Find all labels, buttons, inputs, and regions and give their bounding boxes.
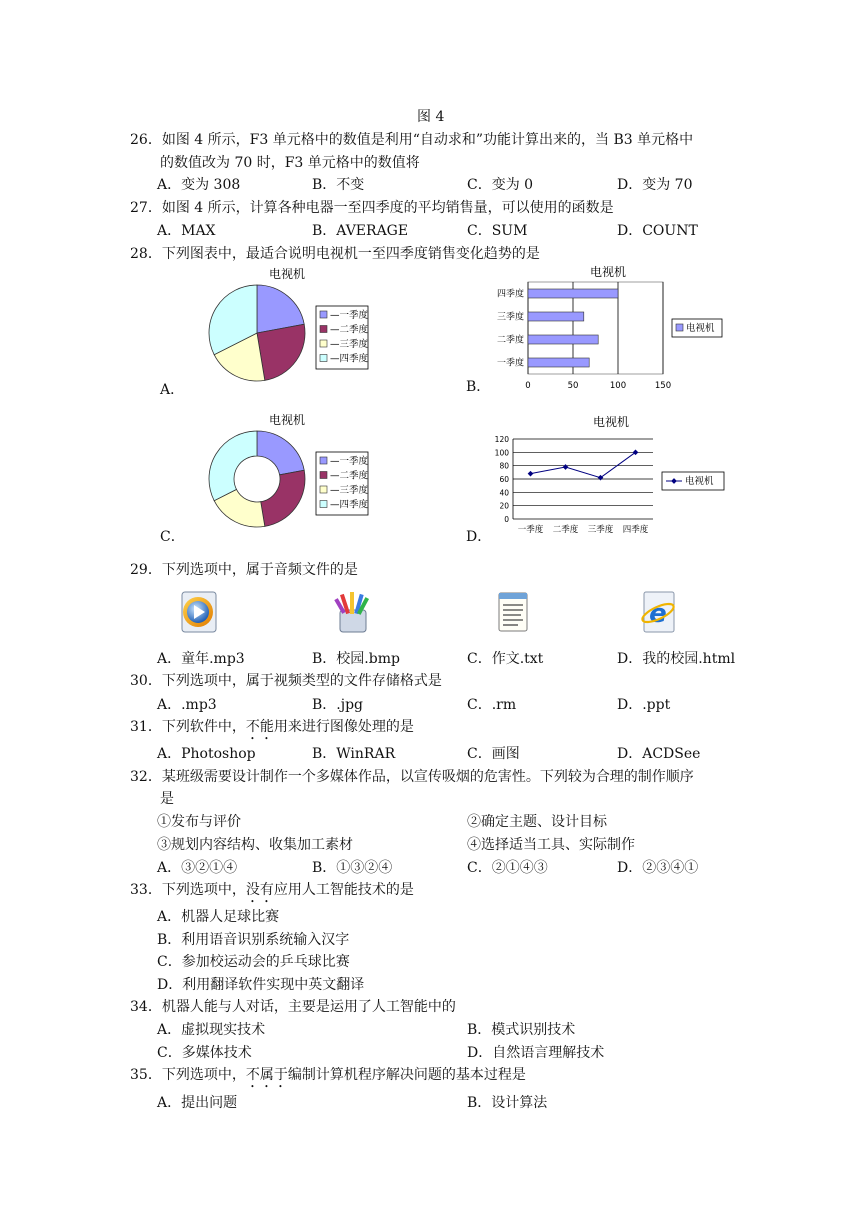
q32-step-1: ①发布与评价 <box>157 814 241 830</box>
doughnut-slice <box>257 431 304 475</box>
pie-chart <box>195 262 375 392</box>
legend-label: —三季度 <box>330 339 369 350</box>
q31-emphasis: 不能 <box>245 719 274 735</box>
q34-option-a: A．虚拟现实技术 <box>157 1022 266 1038</box>
x-tick-label: 0 <box>525 381 531 391</box>
internet-explorer-icon <box>634 588 682 636</box>
q34-option-b: B．模式识别技术 <box>467 1022 576 1038</box>
legend-swatch <box>320 501 327 508</box>
q30-option-a: A．.mp3 <box>157 697 217 713</box>
q32-option-a: A．③②①④ <box>157 860 238 876</box>
media-player-icon <box>176 588 224 636</box>
q35-option-a: A．提出问题 <box>157 1095 238 1111</box>
series-line <box>531 452 636 477</box>
bar-chart <box>478 262 728 392</box>
q31-option-a: A．Photoshop <box>157 746 256 762</box>
doughnut-slice <box>261 470 305 526</box>
q32-option-b: B．①③②④ <box>312 860 393 876</box>
legend-label: —四季度 <box>330 499 369 511</box>
data-point <box>563 464 569 470</box>
legend-swatch <box>320 472 327 479</box>
q27-option-b: B．AVERAGE <box>312 223 409 239</box>
q33-option-a: A．机器人足球比赛 <box>157 909 280 925</box>
legend-swatch <box>320 311 327 318</box>
pie-slice <box>257 324 305 380</box>
q26-option-c: C．变为 0 <box>467 177 534 193</box>
y-tick-label: 100 <box>494 448 509 458</box>
q30-stem: 30．下列选项中，属于视频类型的文件存储格式是 <box>130 673 442 689</box>
chart-title: 电视机 <box>268 413 306 427</box>
legend-swatch <box>320 355 327 362</box>
q27-option-d: D．COUNT <box>617 223 698 239</box>
legend-swatch <box>320 326 327 333</box>
q27-stem: 27．如图 4 所示，计算各种电器一至四季度的平均销售量，可以使用的函数是 <box>130 200 614 216</box>
q35-stem: 35．下列选项中，不属于编制计算机程序解决问题的基本过程是 <box>130 1067 526 1083</box>
q29-option-d: D．我的校园.html <box>617 651 736 667</box>
paint-brushes-icon <box>330 588 378 636</box>
x-tick-label: 50 <box>567 381 579 391</box>
notepad-icon <box>490 588 538 636</box>
y-tick-label: 四季度 <box>496 289 524 300</box>
q30-option-c: C．.rm <box>467 697 517 713</box>
q26-stem-line2: 的数值改为 70 时，F3 单元格中的数值将 <box>160 155 420 171</box>
q29-stem: 29．下列选项中，属于音频文件的是 <box>130 562 358 578</box>
q28-option-b: B． <box>466 379 491 395</box>
chart-title: 电视机 <box>589 265 627 279</box>
line-chart <box>478 412 738 542</box>
q26-option-d: D．变为 70 <box>617 177 693 193</box>
svg-text:e: e <box>649 599 667 629</box>
q34-option-d: D．自然语言理解技术 <box>467 1045 605 1061</box>
q26-option-b: B．不变 <box>312 177 365 193</box>
q32-option-d: D．②③④① <box>617 860 699 876</box>
figure-caption: 图 4 <box>417 109 445 125</box>
chart-title: 电视机 <box>268 267 306 281</box>
q33-option-c: C．参加校运动会的乒乓球比赛 <box>157 954 350 970</box>
q29-option-b: B．校园.bmp <box>312 651 400 667</box>
legend-swatch <box>320 457 327 464</box>
doughnut-slice <box>209 431 257 501</box>
q31-option-d: D．ACDSee <box>617 746 701 762</box>
q26-stem-line1: 26．如图 4 所示，F3 单元格中的数值是利用“自动求和”功能计算出来的，当 B3 单元格中 <box>130 132 694 148</box>
q31-option-b: B．WinRAR <box>312 746 396 762</box>
q28-option-c: C． <box>160 529 185 545</box>
legend-label: 电视机 <box>685 476 714 487</box>
q32-step-3: ③规划内容结构、收集加工素材 <box>157 837 353 853</box>
x-tick-label: 四季度 <box>622 525 649 535</box>
q33-option-d: D．利用翻译软件实现中英文翻译 <box>157 977 365 993</box>
q27-option-a: A．MAX <box>157 223 216 239</box>
legend-label: —二季度 <box>330 470 369 482</box>
y-tick-label: 60 <box>499 475 509 484</box>
y-tick-label: 一季度 <box>496 358 524 369</box>
q34-stem: 34．机器人能与人对话，主要是运用了人工智能中的 <box>130 999 456 1015</box>
q30-option-d: D．.ppt <box>617 697 671 713</box>
bar <box>528 335 598 344</box>
y-tick-label: 120 <box>494 435 509 444</box>
q31-option-c: C．画图 <box>467 746 520 762</box>
q35-emphasis: 不属于 <box>245 1067 288 1083</box>
y-tick-label: 二季度 <box>496 335 524 346</box>
q32-step-4: ④选择适当工具、实际制作 <box>467 837 635 853</box>
x-tick-label: 一季度 <box>517 525 544 535</box>
bar <box>528 358 589 367</box>
q30-option-b: B．.jpg <box>312 697 364 713</box>
y-tick-label: 40 <box>499 488 509 498</box>
legend-label: —四季度 <box>330 353 369 365</box>
q29-option-c: C．作文.txt <box>467 651 544 667</box>
q35-option-b: B．设计算法 <box>467 1095 548 1111</box>
data-point <box>528 471 534 477</box>
bar <box>528 312 584 321</box>
legend-swatch <box>320 486 327 493</box>
x-tick-label: 100 <box>609 381 627 391</box>
legend-swatch <box>676 324 683 331</box>
q27-option-c: C．SUM <box>467 223 528 239</box>
q28-option-d: D． <box>466 529 492 545</box>
chart-title: 电视机 <box>592 415 630 429</box>
q32-stem-line2: 是 <box>160 791 174 807</box>
legend-label: —一季度 <box>330 456 369 467</box>
legend-label: 电视机 <box>686 323 715 334</box>
x-tick-label: 三季度 <box>587 525 614 535</box>
bar <box>528 289 618 298</box>
x-tick-label: 150 <box>654 381 672 391</box>
q33-emphasis: 没有 <box>245 882 274 898</box>
x-tick-label: 二季度 <box>552 525 579 535</box>
y-tick-label: 20 <box>499 501 509 511</box>
legend-label: —一季度 <box>330 310 369 321</box>
legend-label: —三季度 <box>330 485 369 496</box>
q33-option-b: B．利用语音识别系统输入汉字 <box>157 932 350 948</box>
doughnut-chart <box>195 408 375 538</box>
q33-stem: 33．下列选项中，没有应用人工智能技术的是 <box>130 882 414 898</box>
q29-option-a: A．童年.mp3 <box>157 651 245 667</box>
y-tick-label: 80 <box>499 461 509 471</box>
q31-stem: 31．下列软件中，不能用来进行图像处理的是 <box>130 719 414 735</box>
q28-stem: 28．下列图表中，最适合说明电视机一至四季度销售变化趋势的是 <box>130 246 540 262</box>
legend-swatch <box>320 340 327 347</box>
q34-option-c: C．多媒体技术 <box>157 1045 252 1061</box>
q32-step-2: ②确定主题、设计目标 <box>467 814 607 830</box>
legend-label: —二季度 <box>330 324 369 336</box>
y-tick-label: 三季度 <box>496 312 524 323</box>
q32-option-c: C．②①④③ <box>467 860 548 876</box>
y-tick-label: 0 <box>504 515 509 524</box>
q28-option-a: A． <box>160 382 185 398</box>
q32-stem-line1: 32．某班级需要设计制作一个多媒体作品，以宣传吸烟的危害性。下列较为合理的制作顺序 <box>130 769 694 785</box>
q26-option-a: A．变为 308 <box>157 177 241 193</box>
